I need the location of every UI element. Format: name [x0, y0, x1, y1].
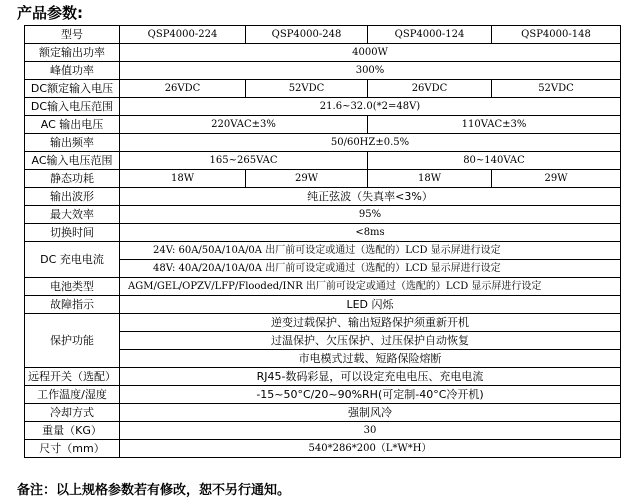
value-cell: 24V: 60A/50A/10A/0A 出厂前可设定或通过（选配的）LCD 显示屏进行设定: [120, 242, 621, 260]
model-cell: QSP4000-248: [246, 26, 368, 44]
value-cell: 540*286*200（L*W*H）: [120, 440, 621, 458]
value-cell: 300%: [120, 62, 621, 80]
row-label: 峰值功率: [25, 62, 120, 80]
table-row: [25, 224, 621, 242]
table-row: [25, 242, 621, 260]
model-cell: QSP4000-224: [120, 26, 246, 44]
page-title: 产品参数:: [17, 4, 83, 22]
value-cell: 30: [120, 422, 621, 440]
table-row: [25, 386, 621, 404]
row-label: 型号: [25, 26, 120, 44]
value-cell: 220VAC±3%: [120, 116, 368, 134]
table-row: [25, 170, 621, 188]
value-cell: 95%: [120, 206, 621, 224]
value-cell: 4000W: [120, 44, 621, 62]
value-cell: 80~140VAC: [368, 152, 621, 170]
value-cell: 18W: [120, 170, 246, 188]
model-cell: QSP4000-124: [368, 26, 492, 44]
row-label: DC额定输入电压: [25, 80, 120, 98]
value-cell: 26VDC: [368, 80, 492, 98]
row-label: 尺寸（mm）: [25, 440, 120, 458]
row-label: AC输入电压范围: [25, 152, 120, 170]
value-cell: 48V: 40A/20A/10A/0A 出厂前可设定或通过（选配的）LCD 显示屏进行设定: [120, 260, 621, 278]
row-label: 输出频率: [25, 134, 120, 152]
value-cell: 50/60HZ±0.5%: [120, 134, 621, 152]
value-cell: 110VAC±3%: [368, 116, 621, 134]
table-row: [25, 296, 621, 314]
value-cell: 21.6~32.0(*2=48V): [120, 98, 621, 116]
table-row: [25, 26, 621, 44]
row-label: AC 输出电压: [25, 116, 120, 134]
value-cell: 29W: [492, 170, 621, 188]
table-row: [25, 152, 621, 170]
model-cell: QSP4000-148: [492, 26, 621, 44]
value-cell: 逆变过载保护、输出短路保护须重新开机: [120, 314, 621, 332]
row-label: 输出波形: [25, 188, 120, 206]
value-cell: <8ms: [120, 224, 621, 242]
table-row: [25, 440, 621, 458]
row-label: 保护功能: [25, 314, 120, 368]
table-row: [25, 188, 621, 206]
table-row: [25, 206, 621, 224]
table-row: [25, 422, 621, 440]
value-cell: 过温保护、欠压保护、过压保护自动恢复: [120, 332, 621, 350]
value-cell: 29W: [246, 170, 368, 188]
value-cell: LED 闪烁: [120, 296, 621, 314]
row-label: 远程开关（选配）: [25, 368, 120, 386]
row-label: 工作温度/湿度: [25, 386, 120, 404]
table-row: [25, 62, 621, 80]
table-row: [25, 368, 621, 386]
table-row: [25, 44, 621, 62]
value-cell: 18W: [368, 170, 492, 188]
row-label: 静态功耗: [25, 170, 120, 188]
table-row: [25, 314, 621, 332]
value-cell: 52VDC: [492, 80, 621, 98]
row-label: 切换时间: [25, 224, 120, 242]
value-cell: AGM/GEL/OPZV/LFP/Flooded/INR 出厂前可设定或通过（选配的）LCD 显示屏进行设定: [120, 278, 621, 296]
row-label: 重量（KG）: [25, 422, 120, 440]
value-cell: 52VDC: [246, 80, 368, 98]
value-cell: 26VDC: [120, 80, 246, 98]
table-row: [25, 134, 621, 152]
table-row: [25, 116, 621, 134]
row-label: 额定输出功率: [25, 44, 120, 62]
row-label: 冷却方式: [25, 404, 120, 422]
table-row: [25, 404, 621, 422]
value-cell: 市电模式过载、短路保险熔断: [120, 350, 621, 368]
value-cell: 165~265VAC: [120, 152, 368, 170]
table-row: [25, 98, 621, 116]
row-label: DC 充电电流: [25, 242, 120, 278]
spec-table: [24, 25, 621, 458]
table-row: [25, 80, 621, 98]
value-cell: -15~50°C/20~90%RH(可定制-40°C冷开机): [120, 386, 621, 404]
row-label: 故障指示: [25, 296, 120, 314]
table-row: [25, 278, 621, 296]
footnote: 备注：以上规格参数若有修改，恕不另行通知。: [17, 483, 291, 498]
row-label: DC输入电压范围: [25, 98, 120, 116]
value-cell: 强制风冷: [120, 404, 621, 422]
row-label: 最大效率: [25, 206, 120, 224]
row-label: 电池类型: [25, 278, 120, 296]
value-cell: 纯正弦波（失真率<3%）: [120, 188, 621, 206]
value-cell: RJ45-数码彩显，可以设定充电电压、充电电流: [120, 368, 621, 386]
